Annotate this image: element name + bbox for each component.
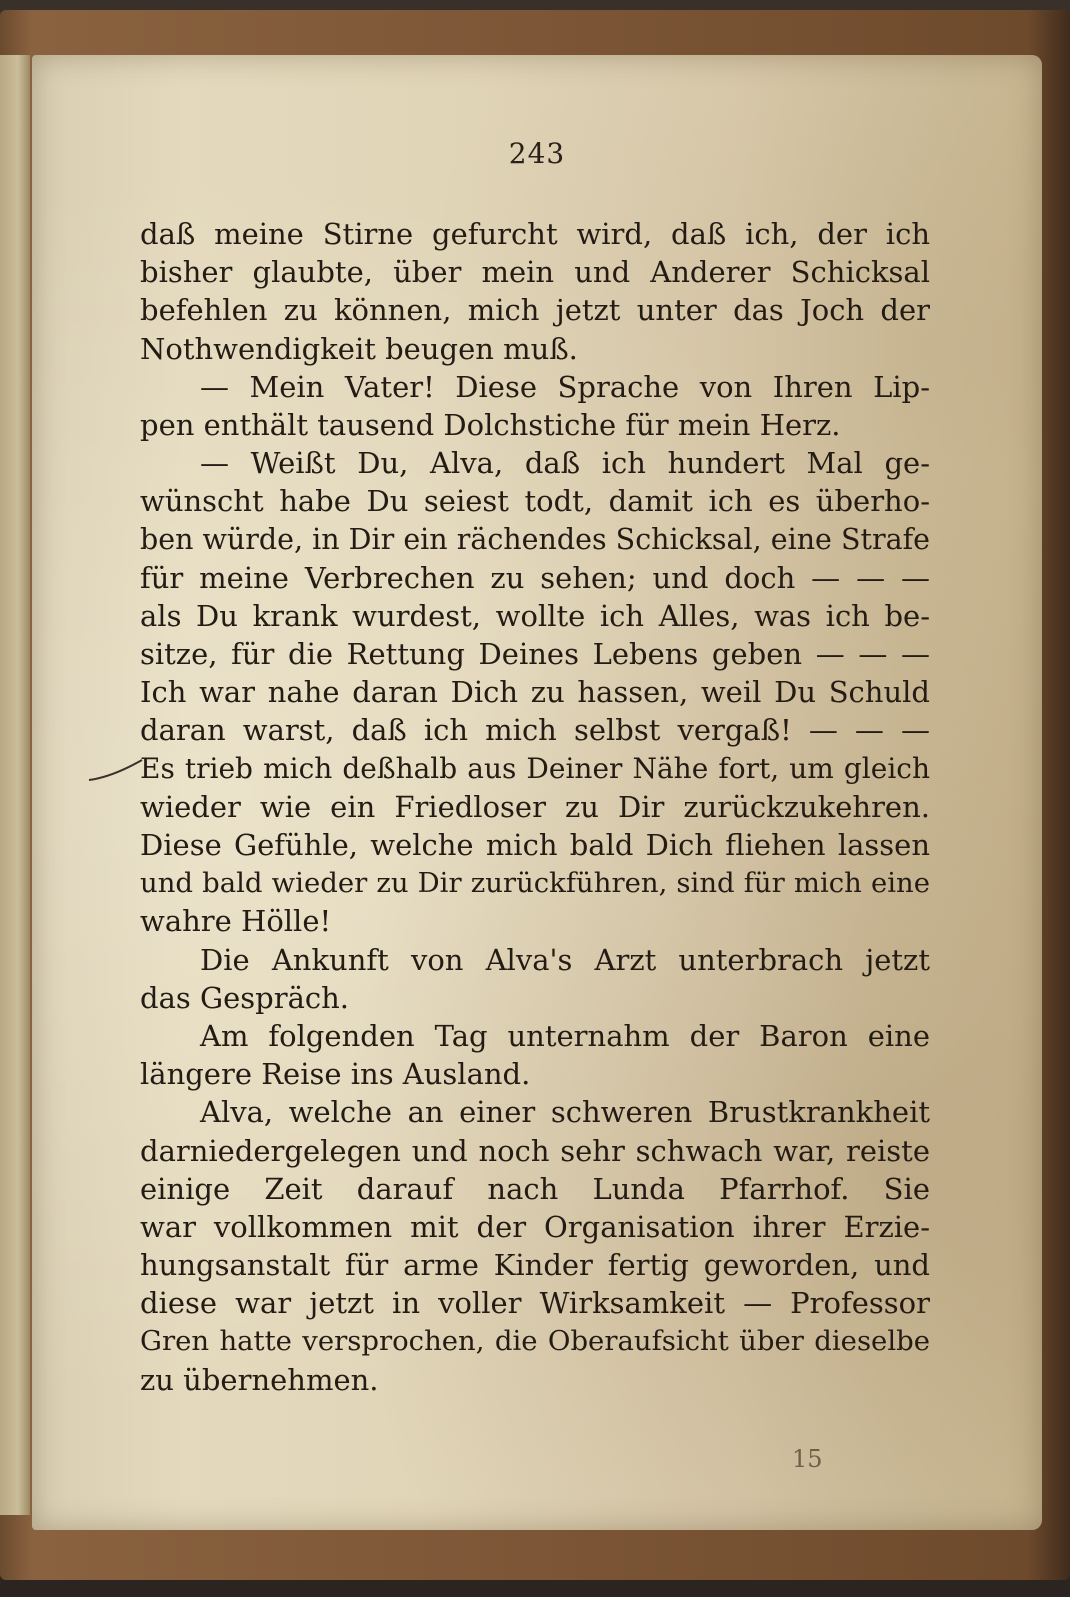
text-line: sitze, für die Rettung Deines Lebens geben — — — [140, 637, 930, 672]
text-line: Alva, welche an einer schweren Brustkrankheit [200, 1095, 930, 1130]
text-line: — Mein Vater! Diese Sprache von Ihren Lip- [200, 369, 930, 404]
text-line: — Weißt Du, Alva, daß ich hundert Mal ge- [200, 446, 930, 481]
text-line: Gren hatte versprochen, die Oberaufsicht über dieselbe [140, 1325, 930, 1358]
text-line: das Gespräch. [140, 980, 350, 1015]
text-line: befehlen zu können, mich jetzt unter das Joch der [140, 293, 930, 328]
text-line: Ich war nahe daran Dich zu hassen, weil Du Schuld [140, 675, 930, 710]
text-line: längere Reise ins Ausland. [140, 1057, 531, 1092]
page-number: 243 [508, 137, 566, 170]
pencil-margin-mark [87, 755, 147, 785]
book-page [32, 55, 1042, 1530]
text-line: einige Zeit darauf nach Lunda Pfarrhof. Sie [140, 1171, 930, 1206]
text-line: als Du krank wurdest, wollte ich Alles, was ich be- [140, 598, 930, 633]
text-line: diese war jetzt in voller Wirksamkeit — Professor [140, 1286, 930, 1321]
text-line: Es trieb mich deßhalb aus Deiner Nähe fort, um gleich [140, 751, 930, 785]
printer-signature-mark: 15 [792, 1445, 823, 1473]
text-line: Nothwendigkeit beugen muß. [140, 331, 578, 366]
previous-page-edge [0, 55, 30, 1515]
text-line: pen enthält tausend Dolchstiche für mein Herz. [140, 407, 841, 442]
text-line: wahre Hölle! [140, 904, 332, 939]
text-line: daß meine Stirne gefurcht wird, daß ich, der ich [140, 217, 930, 251]
text-line: Am folgenden Tag unternahm der Baron eine [200, 1018, 930, 1053]
text-line: für meine Verbrechen zu sehen; und doch — — — [140, 560, 930, 595]
text-line: wieder wie ein Friedloser zu Dir zurückzukehren. [140, 789, 930, 824]
text-line: und bald wieder zu Dir zurückführen, sind für mich eine [140, 867, 930, 900]
text-line: Diese Gefühle, welche mich bald Dich fliehen lassen [140, 828, 930, 862]
text-line: hungsanstalt für arme Kinder fertig geworden, und [140, 1248, 930, 1283]
text-line: darniedergelegen und noch sehr schwach war, reiste [140, 1133, 930, 1168]
text-line: Die Ankunft von Alva's Arzt unterbrach jetzt [200, 942, 930, 977]
page-body-text [140, 215, 930, 1399]
text-line: war vollkommen mit der Organisation ihrer Erzie- [140, 1209, 930, 1244]
text-line: ben würde, in Dir ein rächendes Schicksal, eine Strafe [140, 522, 930, 556]
text-line: daran warst, daß ich mich selbst vergaß! — — — [140, 713, 930, 748]
text-line: zu übernehmen. [140, 1362, 379, 1397]
text-line: bisher glaubte, über mein und Anderer Schicksal [140, 255, 930, 290]
text-line: wünscht habe Du seiest todt, damit ich es überho- [140, 484, 930, 519]
